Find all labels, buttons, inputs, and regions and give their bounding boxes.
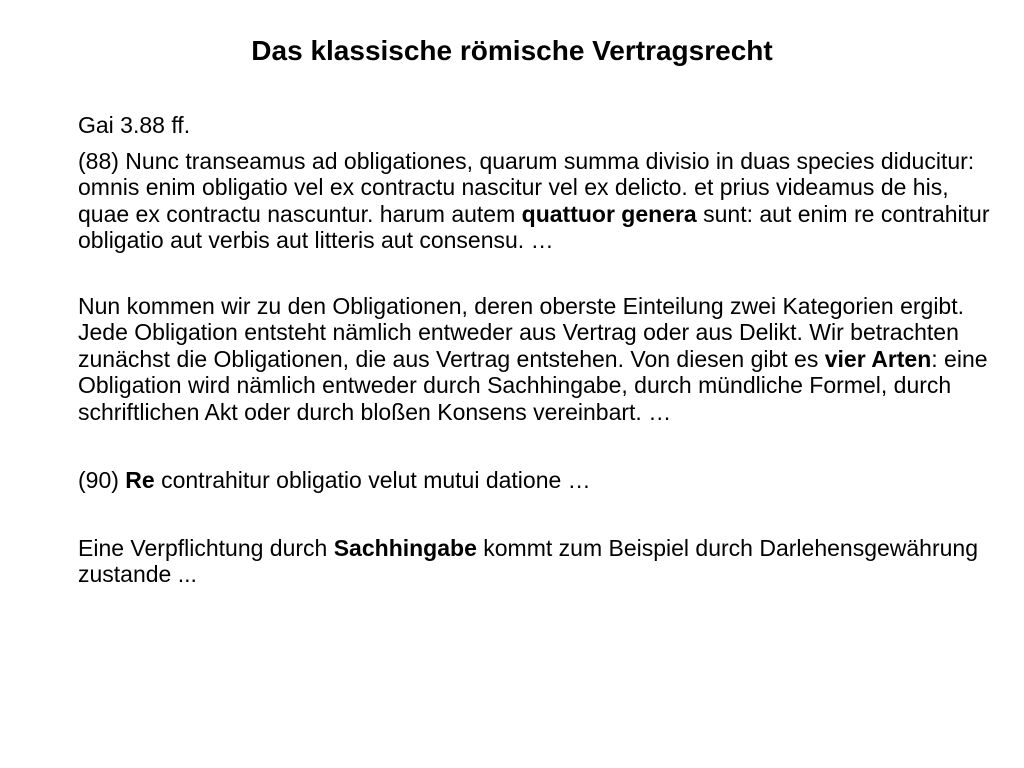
latin-88-emphasis: quattuor genera xyxy=(521,200,697,227)
slide-body xyxy=(78,112,998,588)
slide-title: Das klassische römische Vertragsrecht xyxy=(251,35,773,66)
latin-90-emphasis: Re xyxy=(125,467,155,493)
german-translation-88 xyxy=(78,293,998,426)
german-88-text-end: : eine Obligation wird nämlich entweder durch Sachhingabe, durch mündliche Formel, durch schriftlichen Akt oder durch bloßen Konsens vereinbart. … xyxy=(78,345,988,425)
latin-passage-90 xyxy=(78,467,998,494)
german-88-emphasis: vier Arten xyxy=(824,345,932,372)
german-90-text-start: Eine Verpflichtung durch xyxy=(78,534,334,561)
source-reference: Gai 3.88 ff. xyxy=(78,112,191,138)
latin-passage-88 xyxy=(78,148,998,254)
german-88-text-start: Nun kommen wir zu den Obligationen, deren oberste Einteilung zwei Kategorien ergibt. Jede Obligation entsteht nämlich entweder aus Vertrag oder aus Delikt. Wir betrachten zunächst die Obligationen, die aus Vertrag entstehen. Von diesen gibt es xyxy=(78,292,965,372)
latin-88-text-start: (88) Nunc transeamus ad obligationes, quarum summa divisio in duas species diducitur: omnis enim obligatio vel ex contractu nascitur vel ex delicto. et prius videamus de his, quae ex contractu nascuntur. harum autem xyxy=(78,147,975,227)
german-90-emphasis: Sachhingabe xyxy=(333,534,477,561)
german-translation-90 xyxy=(78,535,998,588)
latin-88-text-end: sunt: aut enim re contrahitur obligatio aut verbis aut litteris aut consensu. … xyxy=(78,200,990,253)
latin-90-text-end: contrahitur obligatio velut mutui datione … xyxy=(154,467,591,493)
german-90-text-end: kommt zum Beispiel durch Darlehensgewährung zustande ... xyxy=(78,534,979,587)
latin-90-prefix: (90) xyxy=(78,467,126,493)
